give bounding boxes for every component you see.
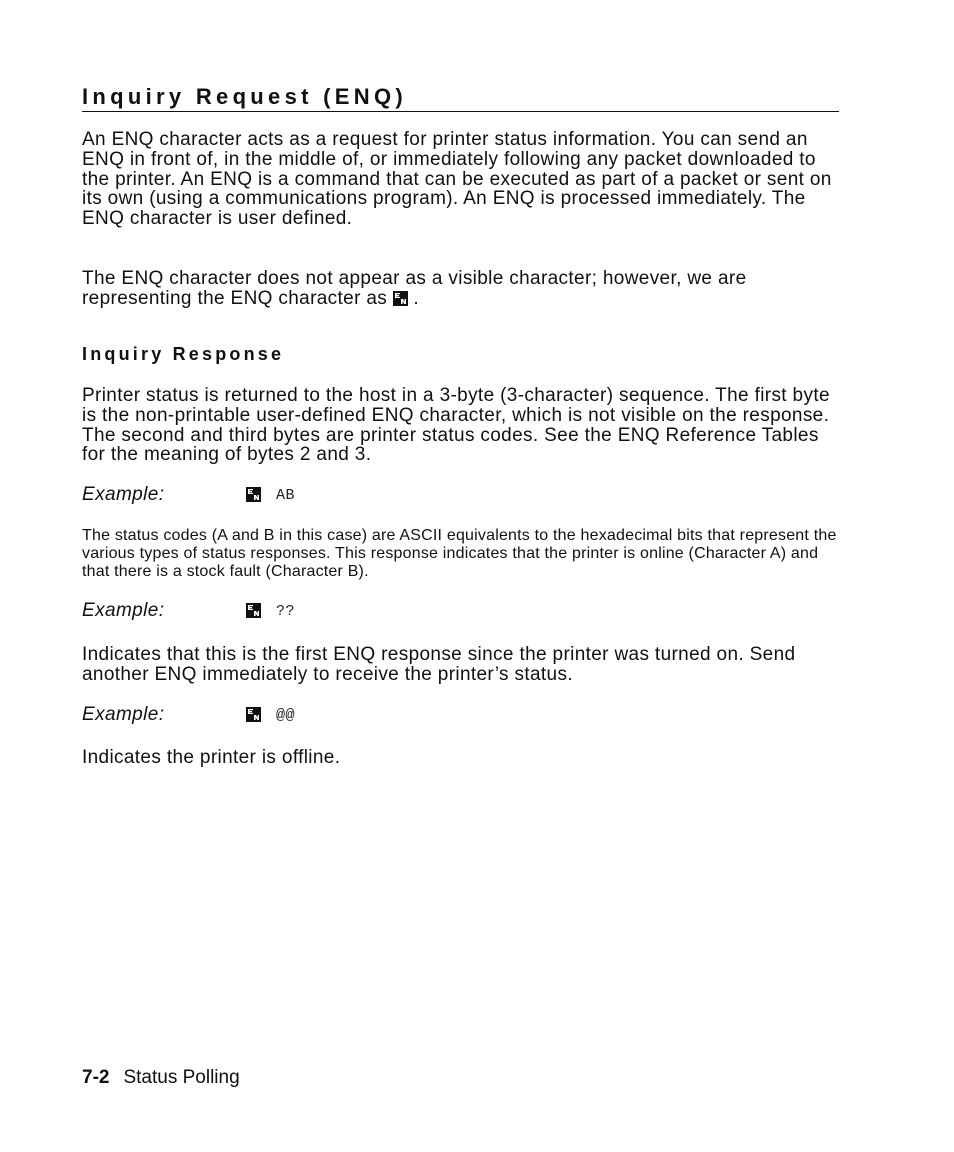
example-row-2	[82, 600, 482, 622]
example-row-1	[82, 484, 482, 506]
enq-control-symbol-icon	[246, 707, 261, 727]
page-number: 7-2	[82, 1067, 110, 1088]
example-description-1: The status codes (A and B in this case) are ASCII equivalents to the hexadecimal bits that represent the various types of status responses. This response indicates that the printer is online (Character A) and that there is a stock fault (Character B).	[82, 527, 837, 581]
visibility-text-after: .	[413, 287, 420, 309]
enq-control-symbol-icon	[246, 603, 261, 623]
footer-section-title: Status Polling	[123, 1067, 240, 1088]
example-label: Example:	[82, 704, 165, 725]
page-title: Inquiry Request (ENQ)	[82, 84, 839, 112]
example-code: AB	[276, 487, 296, 504]
intro-paragraph: An ENQ character acts as a request for printer status information. You can send an ENQ in front of, in the middle of, or immediately following any packet downloaded to the printer. An ENQ is a command that can be executed as part of a packet or sent on its own (using a communications program). An ENQ is processed immediately. The ENQ character is user defined.	[82, 129, 832, 230]
enq-control-symbol-icon	[246, 487, 261, 507]
document-page	[82, 0, 839, 1152]
example-label: Example:	[82, 484, 165, 505]
visibility-text-before: The ENQ character does not appear as a visible character; however, we are representing the ENQ character as	[82, 268, 747, 309]
example-code: ??	[276, 603, 296, 620]
page-footer	[82, 1067, 240, 1089]
example-label: Example:	[82, 600, 165, 621]
example-description-3: Indicates the printer is offline.	[82, 747, 341, 768]
example-code: @@	[276, 707, 296, 724]
enq-control-symbol-icon	[393, 291, 408, 311]
example-description-2: Indicates that this is the first ENQ response since the printer was turned on. Send another ENQ immediately to receive the printer’s status.	[82, 644, 796, 685]
visibility-paragraph	[82, 269, 842, 311]
response-paragraph: Printer status is returned to the host in a 3-byte (3-character) sequence. The first byte is the non-printable user-defined ENQ character, which is not visible on the response. The second and third bytes are printer status codes. See the ENQ Reference Tables for the meaning of bytes 2 and 3.	[82, 385, 830, 466]
section-subheading: Inquiry Response	[82, 344, 285, 364]
example-row-3	[82, 704, 482, 726]
